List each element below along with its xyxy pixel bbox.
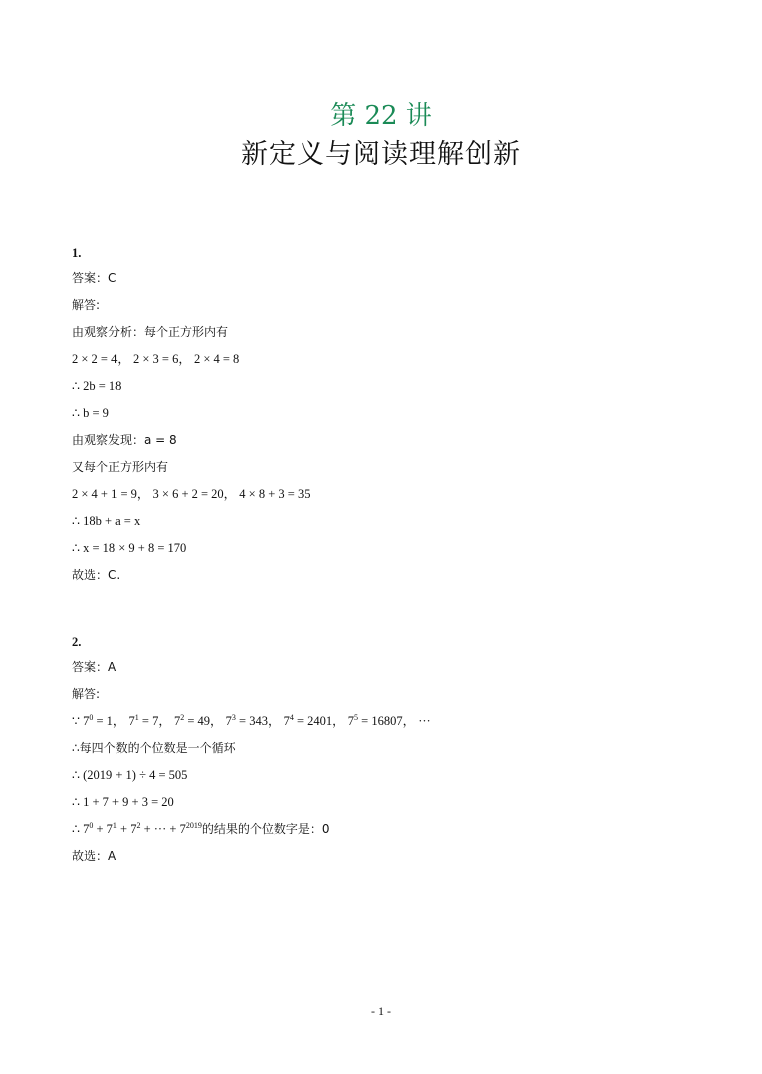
page-number: - 1 - — [371, 1004, 391, 1018]
solution-label: 解答: — [72, 298, 101, 312]
exponent: 2019 — [185, 821, 202, 830]
solution-line: 2 × 4 + 1 = 9， 3 × 6 + 2 = 20， 4 × 8 + 3 = 35 — [72, 487, 311, 501]
power-value: = 49， — [184, 714, 226, 728]
lecture-number: 第 22 讲 — [330, 101, 432, 131]
power-base: 7 — [283, 714, 290, 728]
power-base: 7 — [83, 822, 90, 836]
exponent: 0 — [89, 713, 94, 722]
plus-sign: + — [140, 822, 154, 836]
solution-label: 解答: — [72, 687, 101, 701]
plus-sign: + — [93, 822, 107, 836]
powers-of-seven-line — [72, 708, 692, 735]
power-base: 7 — [128, 714, 135, 728]
power-base: 7 — [179, 822, 186, 836]
exponent: 3 — [231, 713, 236, 722]
solution-line: ∴ 18b + a = x — [72, 514, 141, 528]
solution-line: ∴每四个数的个位数是一个循环 — [72, 741, 236, 755]
power-base: 7 — [106, 822, 113, 836]
exponent: 2 — [136, 821, 141, 830]
solution-line: 由观察发现：a = 8 — [72, 433, 177, 447]
ellipsis: ··· + — [153, 822, 180, 836]
exponent: 5 — [354, 713, 359, 722]
problem-2 — [72, 630, 692, 870]
sum-conclusion: 的结果的个位数字是：0 — [201, 822, 330, 836]
solution-line: ∴ b = 9 — [72, 406, 109, 420]
solution-line: ∴ 2b = 18 — [72, 379, 122, 393]
therefore-symbol: ∴ — [72, 822, 84, 836]
lecture-title: 新定义与阅读理解创新 — [241, 139, 521, 170]
power-value: = 1， — [93, 714, 129, 728]
power-base: 7 — [130, 822, 137, 836]
exponent: 2 — [180, 713, 185, 722]
power-base: 7 — [225, 714, 232, 728]
problem-number: 2. — [72, 635, 82, 649]
power-base: 7 — [83, 714, 90, 728]
solution-line: 由观察分析：每个正方形内有 — [72, 325, 229, 339]
power-base: 7 — [347, 714, 355, 728]
plus-sign: + — [116, 822, 131, 836]
solution-line: ∴ (2019 + 1) ÷ 4 = 505 — [72, 768, 188, 782]
ellipsis: ··· — [418, 714, 431, 728]
conclusion-line: 故选：A — [72, 849, 117, 863]
answer-line: 答案：A — [72, 660, 117, 674]
exponent: 4 — [289, 713, 294, 722]
power-value: = 2401， — [293, 714, 348, 728]
exponent: 1 — [134, 713, 139, 722]
exponent: 0 — [89, 821, 94, 830]
power-value: = 343， — [235, 714, 284, 728]
answer-line: 答案：C — [72, 271, 117, 285]
power-value: = 7， — [138, 714, 174, 728]
because-symbol: ∵ — [72, 714, 84, 728]
problem-number: 1. — [72, 246, 82, 260]
solution-line: 又每个正方形内有 — [72, 460, 169, 474]
exponent: 1 — [112, 821, 117, 830]
power-base: 7 — [173, 714, 181, 728]
conclusion-line: 故选：C. — [72, 568, 121, 582]
power-sum-line — [72, 816, 692, 843]
solution-line: ∴ 1 + 7 + 9 + 3 = 20 — [72, 795, 174, 809]
solution-line: 2 × 2 = 4， 2 × 3 = 6， 2 × 4 = 8 — [72, 352, 240, 366]
power-value: = 16807， — [358, 714, 419, 728]
problem-1 — [72, 241, 692, 589]
solution-line: ∴ x = 18 × 9 + 8 = 170 — [72, 541, 187, 555]
